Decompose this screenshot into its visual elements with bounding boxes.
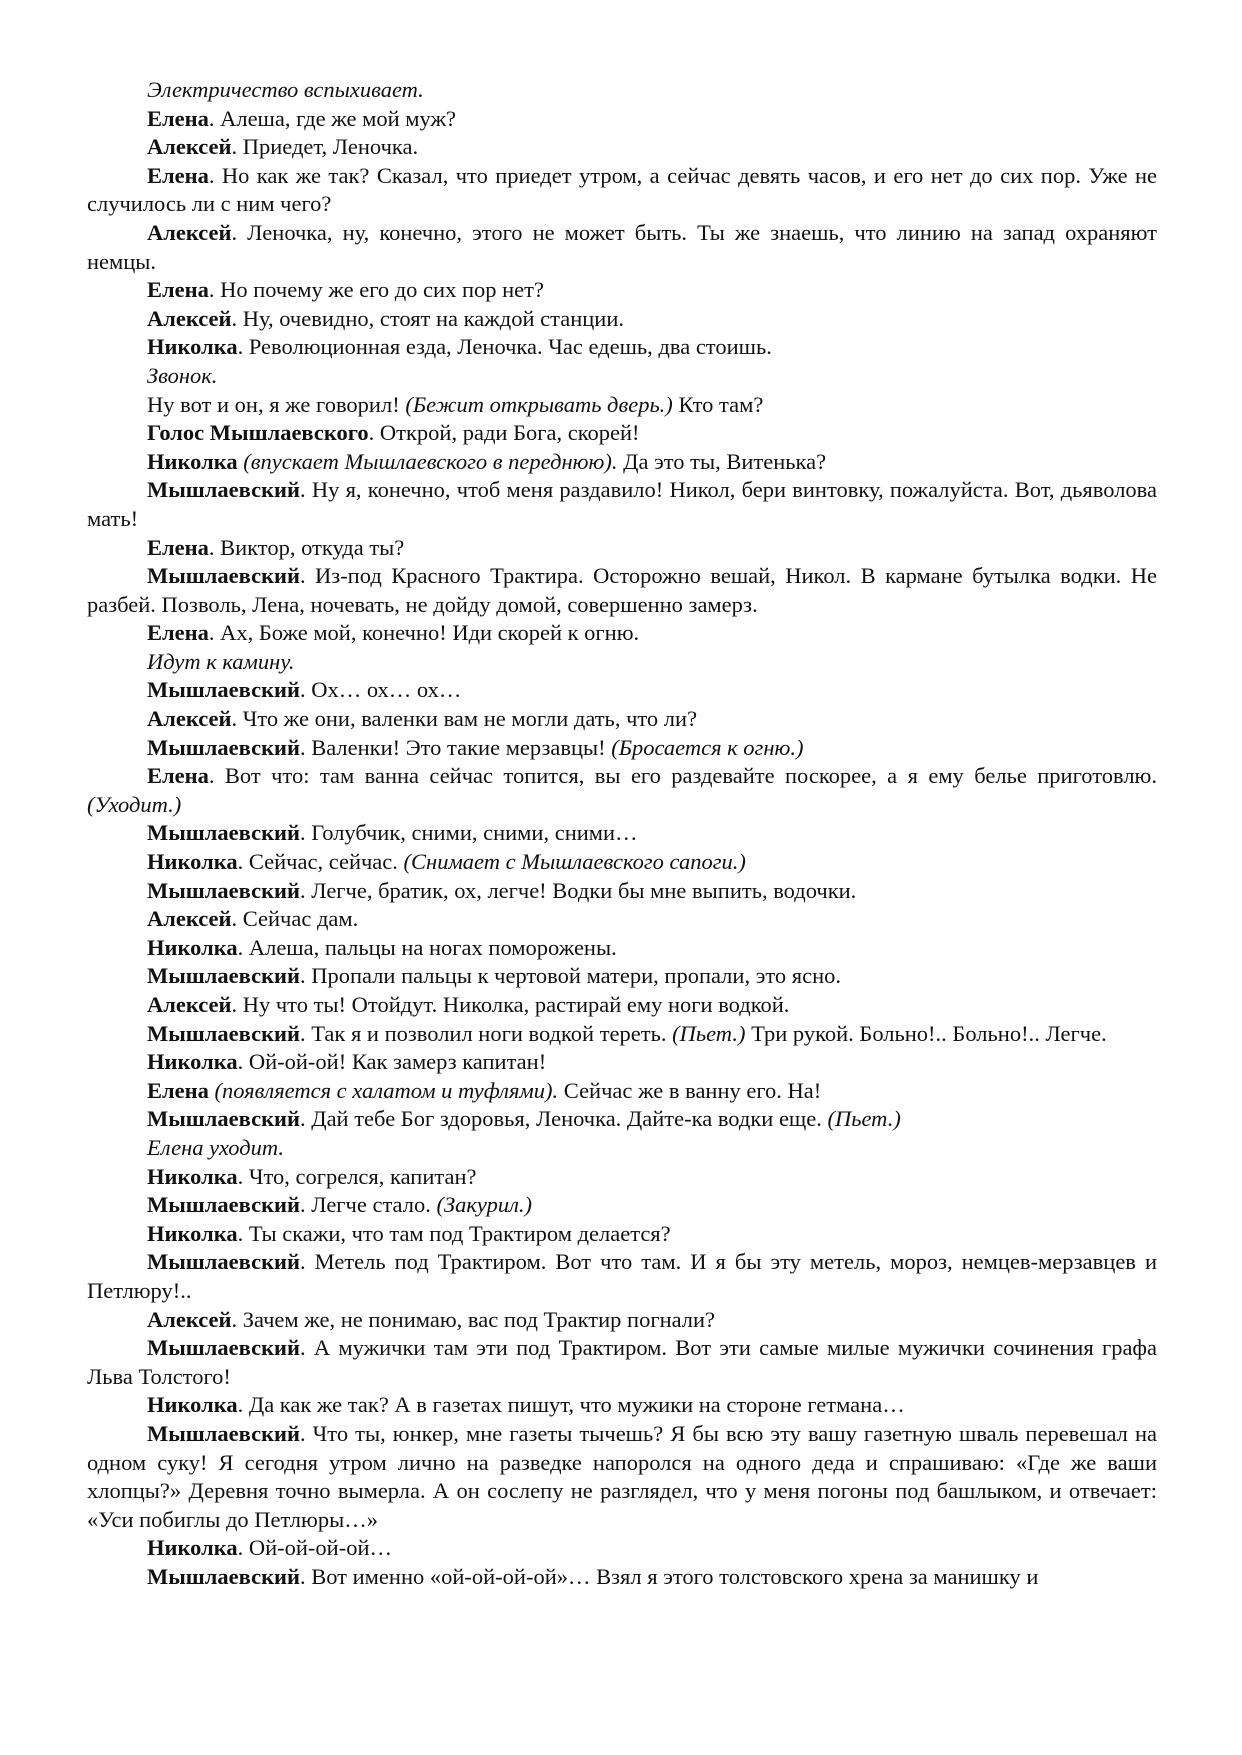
stage-direction: (Бросается к огню.) <box>611 734 804 760</box>
dialogue-text: . Что ты, юнкер, мне газеты тычешь? Я бы всю эту вашу газетную шваль перевешал на одном суку! Я сегодня утром лично на разведке напоролся на одного деда и спрашиваю: «Где же ваши хлопцы?» Деревня точно вымерла. А он сослепу не разглядел, что у меня погоны под башлыком, и отвечает: «Уси побиглы до Петлюры…» <box>87 1420 1157 1532</box>
stage-direction: Идут к камину. <box>147 648 295 674</box>
dialogue-text: . Ну я, конечно, чтоб меня раздавило! Никол, бери винтовку, пожалуйста. Вот, дьяволова мать! <box>87 477 1157 531</box>
speaker-name: Алексей <box>147 305 232 331</box>
speaker-name: Николка <box>147 334 238 360</box>
speaker-name: Алексей <box>147 706 232 732</box>
speaker-name: Мышлаевский <box>147 1192 300 1218</box>
paragraph <box>87 305 1157 334</box>
stage-direction: (впускает Мышлаевского в переднюю). <box>243 448 618 474</box>
dialogue-text: . Ну что ты! Отойдут. Николка, растирай ему ноги водкой. <box>231 992 790 1017</box>
paragraph <box>87 162 1157 219</box>
stage-direction: (Пьет.) <box>672 1020 746 1046</box>
paragraph <box>87 705 1157 734</box>
speaker-name: Алексей <box>147 219 232 245</box>
paragraph <box>87 105 1157 134</box>
stage-direction: (появляется с халатом и туфлями). <box>214 1077 559 1103</box>
paragraph <box>87 619 1157 648</box>
dialogue-text: . Ой-ой-ой! Как замерз капитан! <box>237 1049 547 1075</box>
paragraph <box>87 562 1157 619</box>
paragraph <box>87 1048 1157 1077</box>
dialogue-text: . Дай тебе Бог здоровья, Леночка. Дайте-ка водки еще. <box>299 1106 828 1132</box>
paragraph <box>87 1334 1157 1391</box>
speaker-name: Мышлаевский <box>147 1335 300 1361</box>
paragraph <box>87 848 1157 877</box>
dialogue-text: . Зачем же, не понимаю, вас под Трактир погнали? <box>231 1306 716 1332</box>
dialogue-text: . Легче стало. <box>299 1192 437 1218</box>
paragraph <box>87 991 1157 1020</box>
dialogue-text: . Метель под Трактиром. Вот что там. И я бы эту метель, мороз, немцев-мерзавцев и Петлюру!.. <box>87 1249 1157 1303</box>
paragraph <box>87 1391 1157 1420</box>
dialogue-text: . Алеша, где же мой муж? <box>208 105 457 131</box>
speaker-name: Мышлаевский <box>147 1420 300 1446</box>
speaker-name: Николка <box>147 1220 238 1246</box>
speaker-name: Николка <box>147 1163 238 1189</box>
paragraph <box>87 1077 1157 1106</box>
dialogue-text: . Леночка, ну, конечно, этого не может быть. Ты же знаешь, что линию на запад охраняют немцы. <box>87 219 1157 274</box>
speaker-name: Елена <box>147 162 209 188</box>
dialogue-text: . Так я и позволил ноги водкой тереть. <box>299 1020 673 1046</box>
paragraph <box>87 1134 1157 1163</box>
stage-direction: (Снимает с Мышлаевского сапоги.) <box>403 849 746 875</box>
dialogue-text: Да это ты, Витенька? <box>617 448 827 474</box>
dialogue-text: . Да как же так? А в газетах пишут, что мужики на стороне гетмана… <box>237 1392 905 1418</box>
paragraph <box>87 276 1157 305</box>
paragraph <box>87 905 1157 934</box>
dialogue-text: . Революционная езда, Леночка. Час едешь, два стоишь. <box>237 334 772 360</box>
speaker-name: Мышлаевский <box>147 477 300 503</box>
paragraph <box>87 648 1157 677</box>
paragraph <box>87 391 1157 420</box>
dialogue-text: . Сейчас дам. <box>231 906 359 932</box>
paragraph <box>87 934 1157 963</box>
speaker-name: Николка <box>147 448 238 474</box>
speaker-name: Алексей <box>147 906 232 932</box>
dialogue-text: . Вот что: там ванна сейчас топится, вы его раздевайте поскорее, а я ему белье приготовлю. <box>208 763 1157 789</box>
stage-direction: Электричество вспыхивает. <box>147 77 424 102</box>
paragraph <box>87 1248 1157 1305</box>
paragraph <box>87 962 1157 991</box>
paragraph <box>87 1420 1157 1534</box>
dialogue-text: . Ах, Боже мой, конечно! Иди скорей к огню. <box>208 620 640 646</box>
dialogue-text: Ну вот и он, я же говорил! <box>147 391 406 417</box>
paragraph <box>87 1306 1157 1335</box>
stage-direction: (Пьет.) <box>827 1106 901 1132</box>
paragraph <box>87 1020 1157 1049</box>
paragraph <box>87 534 1157 563</box>
paragraph <box>87 676 1157 705</box>
dialogue-text: . Но как же так? Сказал, что приедет утром, а сейчас девять часов, и его нет до сих пор. Уже не случилось ли с ним чего? <box>87 162 1157 217</box>
speaker-name: Мышлаевский <box>147 563 300 589</box>
paragraph <box>87 819 1157 848</box>
paragraph <box>87 419 1157 448</box>
dialogue-text: . Но почему же его до сих пор нет? <box>208 277 544 303</box>
dialogue-text: . Ты скажи, что там под Трактиром делается? <box>237 1220 671 1246</box>
dialogue-text: Три рукой. Больно!.. Больно!.. Легче. <box>745 1020 1107 1046</box>
speaker-name: Елена <box>147 105 209 131</box>
paragraph <box>87 1563 1157 1592</box>
speaker-name: Алексей <box>147 992 232 1017</box>
speaker-name: Николка <box>147 934 238 960</box>
paragraph <box>87 1191 1157 1220</box>
paragraph <box>87 219 1157 276</box>
dialogue-text: . Валенки! Это такие мерзавцы! <box>299 734 612 760</box>
speaker-name: Елена <box>147 534 209 560</box>
speaker-name: Елена <box>147 763 209 789</box>
paragraph <box>87 1105 1157 1134</box>
speaker-name: Алексей <box>147 1306 232 1332</box>
paragraph <box>87 1220 1157 1249</box>
dialogue-text: . Пропали пальцы к чертовой матери, пропали, это ясно. <box>299 963 842 989</box>
stage-direction: (Бежит открывать дверь.) <box>405 391 673 417</box>
dialogue-text: . Вот именно «ой-ой-ой-ой»… Взял я этого толстовского хрена за манишку и <box>299 1563 1039 1589</box>
dialogue-text: . Что, согрелся, капитан? <box>237 1163 477 1189</box>
dialogue-text: . А мужички там эти под Трактиром. Вот эти самые милые мужички сочинения графа Льва Толстого! <box>87 1335 1157 1389</box>
speaker-name: Мышлаевский <box>147 1106 300 1132</box>
stage-direction: Елена уходит. <box>147 1134 284 1160</box>
speaker-name: Мышлаевский <box>147 963 300 989</box>
play-text-page <box>87 76 1157 1591</box>
dialogue-text: . Алеша, пальцы на ногах поморожены. <box>237 934 617 960</box>
paragraph <box>87 76 1157 105</box>
dialogue-text: . Из-под Красного Трактира. Осторожно вешай, Никол. В кармане бутылка водки. Не разбей. Позволь, Лена, ночевать, не дойду домой, совершенно замерз. <box>87 563 1157 617</box>
speaker-name: Елена <box>147 1077 209 1103</box>
dialogue-text: . Ох… ох… ох… <box>299 677 462 703</box>
stage-direction: (Закурил.) <box>436 1192 533 1218</box>
speaker-name: Мышлаевский <box>147 1249 300 1275</box>
speaker-name: Елена <box>147 277 209 303</box>
speaker-name: Мышлаевский <box>147 677 300 703</box>
speaker-name: Мышлаевский <box>147 1020 300 1046</box>
speaker-name: Мышлаевский <box>147 877 300 903</box>
stage-direction: (Уходит.) <box>87 791 182 817</box>
dialogue-text: . Голубчик, сними, сними, сними… <box>299 820 638 846</box>
dialogue-text: . Приедет, Леночка. <box>231 134 419 160</box>
speaker-name: Мышлаевский <box>147 820 300 846</box>
speaker-name: Николка <box>147 1535 238 1561</box>
paragraph <box>87 362 1157 391</box>
speaker-name: Мышлаевский <box>147 1563 300 1589</box>
dialogue-text: . Ой-ой-ой-ой… <box>237 1535 392 1561</box>
paragraph <box>87 762 1157 819</box>
dialogue-text: . Открой, ради Бога, скорей! <box>368 420 640 446</box>
dialogue-text: . Сейчас, сейчас. <box>237 849 404 875</box>
dialogue-text: . Легче, братик, ох, легче! Водки бы мне выпить, водочки. <box>299 877 857 903</box>
dialogue-text: . Виктор, откуда ты? <box>208 534 405 560</box>
speaker-name: Мышлаевский <box>147 734 300 760</box>
paragraph <box>87 448 1157 477</box>
speaker-name: Николка <box>147 1392 238 1418</box>
paragraph <box>87 1534 1157 1563</box>
paragraph <box>87 133 1157 162</box>
speaker-name: Николка <box>147 849 238 875</box>
speaker-name: Николка <box>147 1049 238 1075</box>
speaker-name: Алексей <box>147 134 232 160</box>
dialogue-text: Сейчас же в ванну его. На! <box>558 1077 822 1103</box>
speaker-name: Голос Мышлаевского <box>147 420 369 446</box>
paragraph <box>87 877 1157 906</box>
paragraph <box>87 1163 1157 1192</box>
speaker-name: Елена <box>147 620 209 646</box>
paragraph <box>87 734 1157 763</box>
paragraph <box>87 476 1157 533</box>
dialogue-text: . Что же они, валенки вам не могли дать, что ли? <box>231 706 698 732</box>
dialogue-text: . Ну, очевидно, стоят на каждой станции. <box>231 305 625 331</box>
paragraph <box>87 333 1157 362</box>
stage-direction: Звонок. <box>147 362 218 388</box>
dialogue-text: Кто там? <box>672 391 764 417</box>
